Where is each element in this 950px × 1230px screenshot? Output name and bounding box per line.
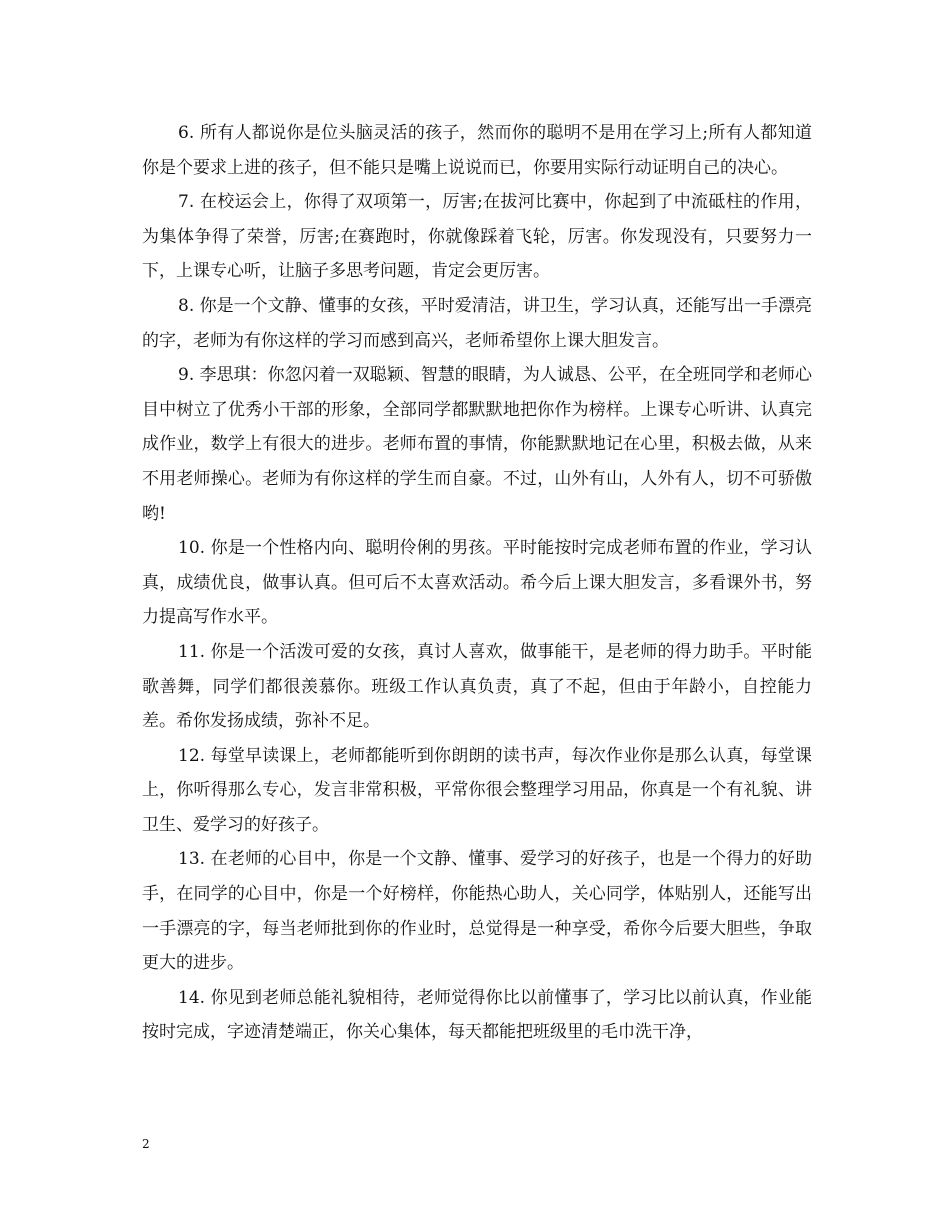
paragraph-8: 8. 你是一个文静、懂事的女孩，平时爱清洁，讲卫生，学习认真，还能写出一手漂亮的字，老师为有你这样的学习而感到高兴，老师希望你上课大胆发言。 [142,295,812,351]
paragraph-11: 11. 你是一个活泼可爱的女孩，真讨人喜欢，做事能干，是老师的得力助手。平时能歌善舞，同学们都很羡慕你。班级工作认真负责，真了不起，但由于年龄小，自控能力差。希你发扬成绩，弥补不足。 [142,641,812,732]
paragraph-13: 13. 在老师的心目中，你是一个文静、懂事、爱学习的好孩子，也是一个得力的好助手，在同学的心目中，你是一个好榜样，你能热心助人，关心同学，体贴别人，还能写出一手漂亮的字，每当老师批到你的作业时，总觉得是一种享受，希你今后要大胆些，争取更大的进步。 [142,849,812,974]
paragraph-12: 12. 每堂早读课上，老师都能听到你朗朗的读书声，每次作业你是那么认真，每堂课上，你听得那么专心，发言非常积极，平常你很会整理学习用品，你真是一个有礼貌、讲卫生、爱学习的好孩子。 [142,745,812,835]
paragraph-14: 14. 你见到老师总能礼貌相待，老师觉得你比以前懂事了，学习比以前认真，作业能按时完成，字迹清楚端正，你关心集体，每天都能把班级里的毛巾洗干净， [142,987,812,1043]
document-body [142,116,812,1050]
paragraph-6: 6. 所有人都说你是位头脑灵活的孩子，然而你的聪明不是用在学习上;所有人都知道你是个要求上进的孩子，但不能只是嘴上说说而已，你要用实际行动证明自己的决心。 [142,123,812,178]
paragraph-7: 7. 在校运会上，你得了双项第一，厉害;在拔河比赛中，你起到了中流砥柱的作用，为集体争得了荣誉，厉害;在赛跑时，你就像踩着飞轮，厉害。你发现没有，只要努力一下，上课专心听，让脑子多思考问题，肯定会更厉害。 [142,192,812,282]
page-number: 2 [142,1137,150,1151]
paragraph-10: 10. 你是一个性格内向、聪明伶俐的男孩。平时能按时完成老师布置的作业，学习认真，成绩优良，做事认真。但可后不太喜欢活动。希今后上课大胆发言，多看课外书，努力提高写作水平。 [142,538,812,628]
paragraph-9: 9. 李思琪：你忽闪着一双聪颖、智慧的眼睛，为人诚恳、公平，在全班同学和老师心目中树立了优秀小干部的形象，全部同学都默默地把你作为榜样。上课专心听讲、认真完成作业，数学上有很大的进步。老师布置的事情，你能默默地记在心里，积极去做，从来不用老师操心。老师为有你这样的学生而自豪。不过，山外有山，人外有人，切不可骄傲哟! [142,365,812,524]
